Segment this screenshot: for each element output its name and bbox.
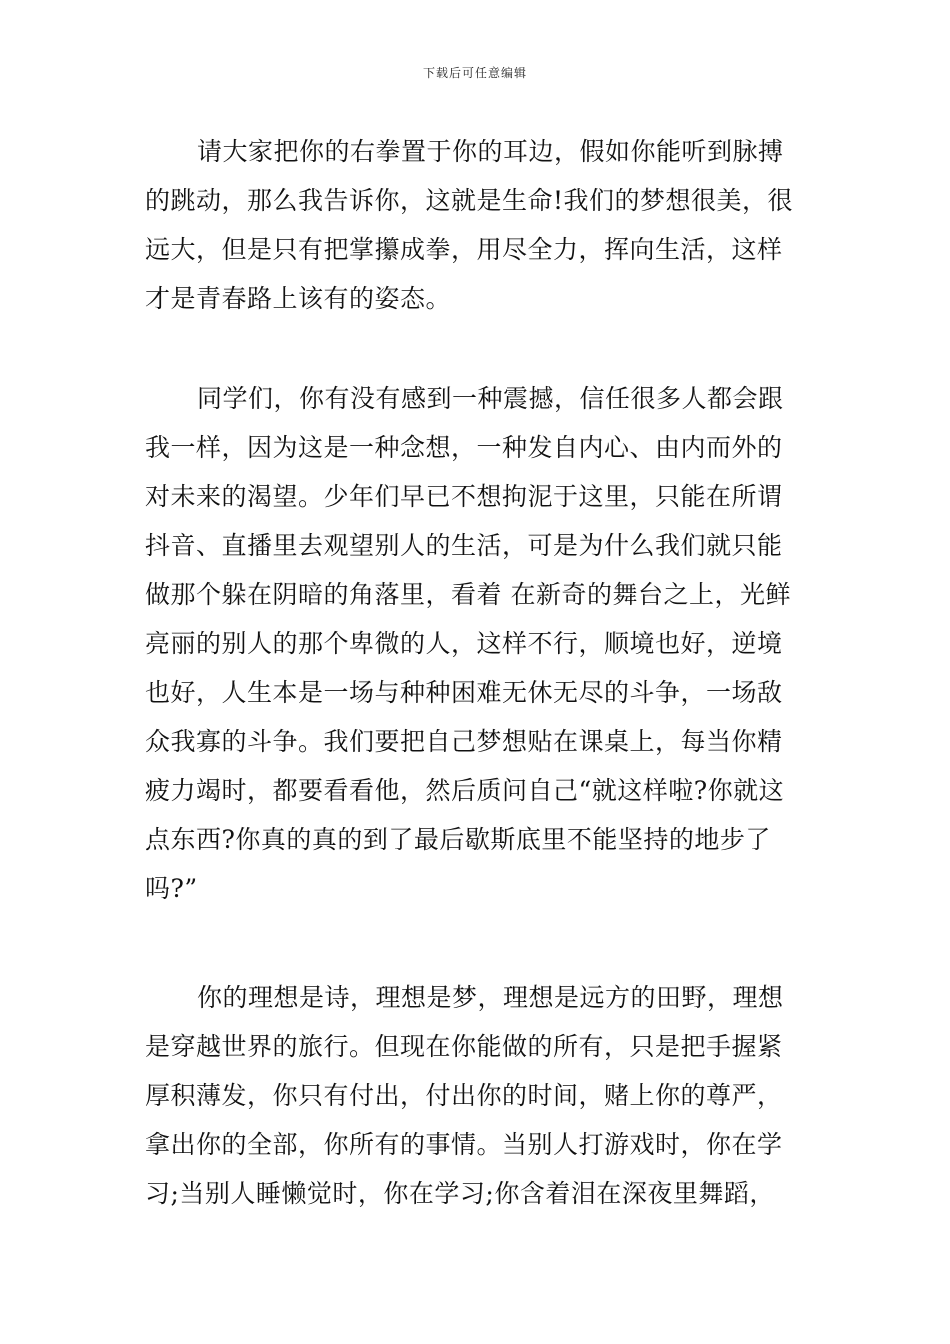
paragraph-line: 你的理想是诗，理想是梦，理想是远方的田野，理想: [197, 983, 784, 1012]
paragraph-line: 对未来的渴望。少年们早已不想拘泥于这里，只能在所谓: [145, 482, 783, 511]
paragraph-line: 吗?”: [145, 874, 198, 903]
paragraph-3: [145, 973, 810, 1218]
paragraph-line: 拿出你的全部，你所有的事情。当别人打游戏时，你在学: [145, 1130, 783, 1159]
paragraph-1: [145, 127, 810, 323]
paragraph-line: 请大家把你的右拳置于你的耳边，假如你能听到脉搏: [197, 137, 784, 166]
paragraph-line: 远大，但是只有把掌攥成拳，用尽全力，挥向生活，这样: [145, 235, 783, 264]
paragraph-line: 同学们，你有没有感到一种震撼，信任很多人都会跟: [197, 384, 784, 413]
paragraph-line: 厚积薄发，你只有付出，付出你的时间，赌上你的尊严，: [145, 1081, 783, 1110]
paragraph-line: 众我寡的斗争。我们要把自己梦想贴在课桌上，每当你精: [145, 727, 783, 756]
paragraph-2: [145, 374, 810, 913]
paragraph-line: 点东西?你真的真的到了最后歇斯底里不能坚持的地步了: [145, 825, 771, 854]
paragraph-line: 是穿越世界的旅行。但现在你能做的所有，只是把手握紧: [145, 1032, 783, 1061]
paragraph-line: 习;当别人睡懒觉时，你在学习;你含着泪在深夜里舞蹈，: [145, 1179, 775, 1208]
paragraph-line: 做那个躲在阴暗的角落里，看着 在新奇的舞台之上，光鲜: [145, 580, 791, 609]
paragraph-line: 的跳动，那么我告诉你，这就是生命!我们的梦想很美，很: [145, 186, 794, 215]
paragraph-line: 亮丽的别人的那个卑微的人，这样不行，顺境也好，逆境: [145, 629, 783, 658]
paragraph-line: 我一样，因为这是一种念想，一种发自内心、由内而外的: [145, 433, 783, 462]
header-note: 下载后可任意编辑: [422, 66, 527, 80]
paragraph-line: 抖音、直播里去观望别人的生活，可是为什么我们就只能: [145, 531, 783, 560]
paragraph-line: 疲力竭时，都要看看他，然后质问自己“就这样啦?你就这: [145, 776, 785, 805]
paragraph-line: 也好，人生本是一场与种种困难无休无尽的斗争，一场敌: [145, 678, 783, 707]
paragraph-line: 才是青春路上该有的姿态。: [145, 284, 452, 313]
